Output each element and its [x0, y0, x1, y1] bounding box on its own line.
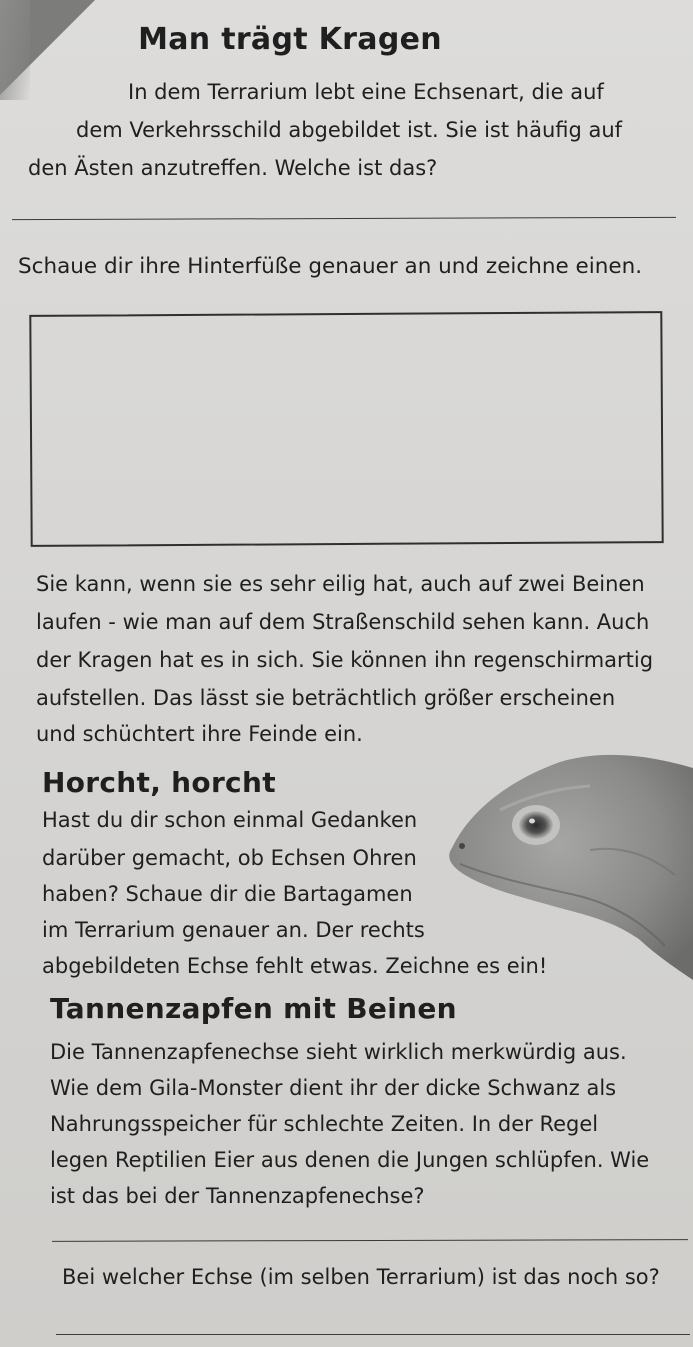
section3-line-3: Nahrungsspeicher für schlechte Zeiten. In der Regel [50, 1112, 599, 1136]
section3-line-4: legen Reptilien Eier aus denen die Jungen schlüpfen. Wie [50, 1148, 650, 1172]
draw-task: Schaue dir ihre Hinterfüße genauer an und zeichne einen. [18, 254, 643, 279]
page-title: Man trägt Kragen [138, 22, 442, 57]
drawing-box[interactable] [29, 311, 663, 547]
answer-line-1[interactable] [12, 217, 676, 220]
section3-line-1: Die Tannenzapfenechse sieht wirklich merkwürdig aus. [50, 1040, 627, 1064]
section3-line-5: ist das bei der Tannenzapfenechse? [50, 1184, 425, 1208]
section2-line-1: Hast du dir schon einmal Gedanken [42, 808, 418, 832]
section2-line-3: haben? Schaue dir die Bartagamen [42, 882, 413, 906]
bearded-dragon-image [440, 740, 693, 980]
answer-line-3[interactable] [56, 1334, 690, 1335]
section3-heading: Tannenzapfen mit Beinen [50, 992, 457, 1025]
intro-line-1: In dem Terrarium lebt eine Echsenart, die auf [128, 80, 604, 104]
paragraph1-line-2: laufen - wie man auf dem Straßenschild sehen kann. Auch [36, 610, 650, 634]
section3-question-2: Bei welcher Echse (im selben Terrarium) ist das noch so? [62, 1265, 660, 1289]
section3-line-2: Wie dem Gila-Monster dient ihr der dicke Schwanz als [50, 1076, 617, 1100]
intro-line-3: den Ästen anzutreffen. Welche ist das? [28, 156, 438, 180]
paragraph1-line-5: und schüchtert ihre Feinde ein. [36, 722, 363, 746]
section2-line-2: darüber gemacht, ob Echsen Ohren [42, 846, 417, 870]
section2-line-5: abgebildeten Echse fehlt etwas. Zeichne es ein! [42, 954, 548, 978]
section2-line-4: im Terrarium genauer an. Der rechts [42, 918, 425, 942]
answer-line-2[interactable] [52, 1239, 688, 1242]
intro-line-2: dem Verkehrsschild abgebildet ist. Sie ist häufig auf [76, 118, 623, 142]
paragraph1-line-4: aufstellen. Das lässt sie beträchtlich größer erscheinen [36, 686, 616, 710]
paragraph1-line-1: Sie kann, wenn sie es sehr eilig hat, auch auf zwei Beinen [36, 572, 645, 596]
paragraph1-line-3: der Kragen hat es in sich. Sie können ihn regenschirmartig [36, 648, 654, 672]
section2-heading: Horcht, horcht [42, 766, 276, 799]
